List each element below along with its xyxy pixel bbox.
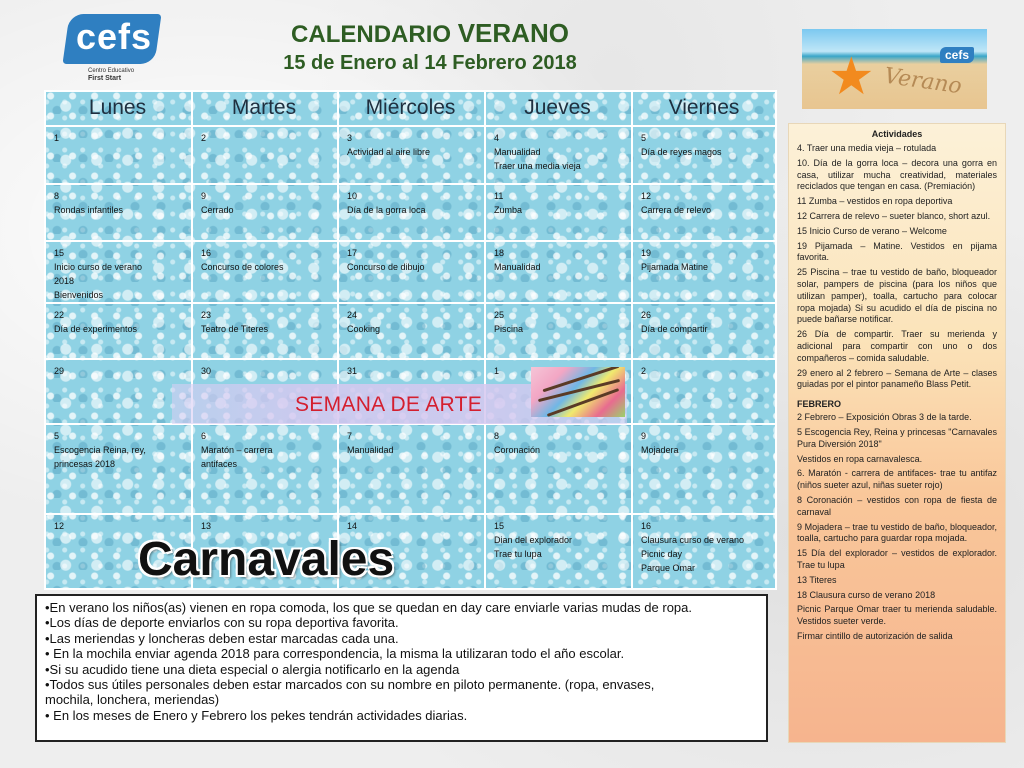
day-number: 5 (641, 133, 647, 143)
day-header: Martes (231, 96, 297, 119)
day-number: 9 (201, 191, 207, 201)
day-number: 13 (201, 521, 212, 531)
day-number: 22 (54, 310, 65, 320)
day-activity: Concurso de dibujo (347, 262, 425, 272)
note-line: • En la mochila enviar agenda 2018 para correspondencia, la misma la utilizaran todo el año escolar. (45, 646, 625, 662)
day-activity: Día de experimentos (54, 324, 138, 334)
day-number: 29 (54, 366, 65, 376)
day-number: 17 (347, 248, 358, 258)
day-number: 9 (641, 431, 647, 441)
day-activity: Bienvenidos (54, 290, 104, 300)
paintbrush-palette-image (531, 367, 625, 417)
day-activity: princesas 2018 (54, 459, 116, 469)
activity-item: 15 Día del explorador – vestidos de explorador. Trae tu lupa (797, 548, 997, 570)
note-line: •Todos sus útiles personales deben estar marcados con su nombre en piloto permanente. (ropa, envases, (45, 677, 655, 693)
day-activity: Manualidad (494, 147, 541, 157)
day-activity: Pijamada Matine (641, 262, 709, 272)
calendar-day-cell (54, 246, 187, 302)
day-number: 4 (494, 133, 500, 143)
day-number: 8 (494, 431, 500, 441)
day-header: Lunes (88, 96, 147, 119)
calendar-day-cell (201, 246, 333, 274)
day-number: 31 (347, 366, 358, 376)
calendar-grid (44, 90, 777, 590)
grid-line-horizontal (44, 588, 777, 590)
activity-item: 12 Carrera de relevo – sueter blanco, short azul. (797, 210, 991, 221)
day-number: 19 (641, 248, 652, 258)
activity-item: 6. Maratón - carrera de antifaces- trae tu antifaz (niños sueter azul, niñas sueter rojo) (797, 468, 997, 491)
day-number: 30 (201, 366, 212, 376)
grid-line-vertical (191, 90, 193, 590)
day-activity: Mojadera (641, 445, 679, 455)
enero-activities (797, 143, 997, 391)
day-activity: Dian del explorador (494, 535, 573, 545)
day-number: 6 (201, 431, 207, 441)
grid-line-vertical (631, 90, 633, 590)
notes-box (35, 594, 768, 742)
grid-line-horizontal (44, 302, 777, 304)
day-number: 23 (201, 310, 212, 320)
day-number: 12 (54, 521, 65, 531)
note-line: mochila, lonchera, meriendas) (45, 692, 220, 708)
day-number: 16 (201, 248, 212, 258)
febrero-activities (797, 412, 997, 643)
activity-item: 25 Piscina – trae tu vestido de baño, bloqueador solar, pampers de piscina (para los niños que utilizan pamper), toalla, cartucho para colocar ropa mojada) Si su acudido el día de piscina no puede bañarse notificar. (797, 267, 997, 325)
day-number: 25 (494, 310, 505, 320)
day-activity: Maratón – carrera (201, 445, 273, 455)
day-activity: Día de reyes magos (641, 147, 722, 157)
logo-subtitle: Centro Educativo (88, 68, 135, 74)
calendar-day-cell (641, 131, 773, 159)
day-number: 5 (54, 431, 60, 441)
day-activity: Teatro de Titeres (201, 324, 269, 334)
day-activity: Picnic day (641, 549, 683, 559)
grid-line-vertical (484, 90, 486, 590)
calendar-day-cell (347, 189, 480, 217)
activity-item: Firmar cintillo de autorización de salida (797, 630, 953, 641)
day-number: 14 (347, 521, 358, 531)
beach-image (802, 29, 987, 109)
day-number: 10 (347, 191, 358, 201)
day-activity: Parque Omar (641, 563, 696, 573)
calendar-dates: 15 de Enero al 14 Febrero 2018 (283, 52, 577, 74)
day-activity: Clausura curso de verano (641, 535, 745, 545)
beach-logo: cefs (940, 47, 974, 63)
calendar-day-cell (201, 429, 333, 471)
day-activity: Coronación (494, 445, 541, 455)
activity-item: 4. Traer una media vieja – rotulada (797, 143, 937, 153)
day-activity: antifaces (201, 459, 238, 469)
day-activity: Trae tu lupa (494, 549, 542, 559)
calendar-day-cell (494, 429, 627, 457)
grid-line-horizontal (44, 513, 777, 515)
activity-item: Picnic Parque Omar traer tu merienda saludable. Vestidos sueter verde. (797, 604, 997, 627)
grid-line-horizontal (44, 358, 777, 360)
note-line: •En verano los niños(as) vienen en ropa comoda, los que se quedan en day care enviarle varias mudas de ropa. (45, 600, 692, 615)
calendar-day-cell (201, 519, 333, 533)
day-number: 11 (494, 191, 504, 201)
activity-item: 11 Zumba – vestidos en ropa deportiva (797, 196, 953, 207)
day-header: Miércoles (365, 96, 456, 119)
day-number: 24 (347, 310, 358, 320)
day-activity: Rondas infantiles (54, 205, 124, 215)
grid-line-vertical (775, 90, 777, 590)
calendar-day-cell (201, 131, 333, 145)
day-activity: Día de compartir (641, 324, 708, 334)
calendar-day-cell (347, 364, 480, 378)
day-activity: Inicio curso de verano (54, 262, 143, 272)
sand-writing: Verano (882, 63, 964, 100)
logo-mark-text: cefs (75, 16, 153, 57)
note-line: •Si su acudido tiene una dieta especial o alergia notificarlo en la agenda (45, 661, 460, 677)
day-activity: Concurso de colores (201, 262, 284, 272)
activity-item: 18 Clausura curso de verano 2018 (797, 589, 936, 600)
note-line: •Las meriendas y loncheras deben estar marcadas cada una. (45, 630, 399, 646)
day-number: 16 (641, 521, 652, 531)
calendar-day-cell (494, 131, 627, 173)
day-header: Jueves (524, 96, 591, 119)
calendar-day-cell (201, 308, 333, 336)
activity-item: 9 Mojadera – trae tu vestido de baño, bloqueador, toalla, cartucho para guardar ropa mojada. (797, 521, 997, 544)
starfish-icon: ★ (828, 48, 875, 106)
day-number: 15 (494, 521, 505, 531)
activity-item: Vestidos en ropa carnavalesca. (797, 453, 923, 464)
day-number: 1 (54, 133, 60, 143)
grid-line-vertical (337, 90, 339, 590)
calendar-day-cell (641, 189, 773, 217)
day-activity: Cerrado (201, 205, 234, 215)
day-activity: Zumba (494, 205, 523, 215)
calendar-day-cell (347, 519, 480, 533)
day-activity: Manualidad (494, 262, 541, 272)
day-number: 7 (347, 431, 353, 441)
calendar-day-cell (347, 429, 480, 457)
calendar-title: CALENDARIO VERANO (291, 18, 569, 48)
calendar-day-cell (347, 308, 480, 336)
day-activity: Piscina (494, 324, 524, 334)
note-line: • En los meses de Enero y Febrero los pekes tendrán actividades diarias. (45, 707, 468, 723)
day-number: 15 (54, 248, 65, 258)
grid-line-horizontal (44, 240, 777, 242)
cefs-logo (66, 14, 158, 80)
febrero-heading: FEBRERO (797, 399, 842, 410)
activities-heading: Actividades (871, 129, 923, 139)
day-activity: Actividad al aire libre (347, 147, 431, 157)
calendar-day-cell (54, 519, 187, 533)
calendar-day-cell (494, 189, 627, 217)
calendar-day-cell (641, 308, 773, 336)
activity-item: 19 Pijamada – Matine. Vestidos en pijama favorita. (797, 240, 997, 263)
calendar-day-cell (641, 364, 773, 378)
day-activity: Escogencia Reina, rey, (54, 445, 146, 455)
activities-panel (788, 123, 1006, 743)
activity-item: 8 Coronación – vestidos con ropa de fiesta de carnaval (797, 494, 997, 517)
day-header: Viernes (668, 96, 740, 119)
calendar-day-cell (54, 189, 187, 217)
calendar-day-cell (494, 308, 627, 336)
calendar-day-cell (641, 519, 773, 575)
activity-item: 15 Inicio Curso de verano – Welcome (797, 225, 947, 236)
day-number: 1 (494, 366, 500, 376)
calendar-day-cell (54, 308, 187, 336)
calendar-day-cell (494, 246, 627, 274)
calendar-day-cell (347, 246, 480, 274)
calendar-day-cell (201, 364, 333, 378)
grid-line-horizontal (44, 125, 777, 127)
calendar-day-cell (641, 429, 773, 457)
day-number: 8 (54, 191, 60, 201)
activity-item: 29 enero al 2 febrero – Semana de Arte – clases guiadas por el pintor panameño Blass Petit. (797, 367, 997, 390)
day-activity: Manualidad (347, 445, 394, 455)
day-activity: Traer una media vieja (494, 161, 581, 171)
activity-item: 10. Día de la gorra loca – decora una gorra en casa, utilizar mucha creatividad, materiales reciclados que tengan en casa. (Premiación) (797, 157, 997, 192)
logo-school-name: First Start (88, 75, 122, 82)
calendar-day-cell (347, 131, 480, 159)
activity-item: 5 Escogencia Rey, Reina y princesas "Carnavales Pura Diversión 2018" (797, 426, 997, 449)
semana-arte-label: SEMANA DE ARTE (295, 393, 483, 416)
calendar-day-cell (494, 519, 627, 561)
activity-item: 26 Día de compartir. Traer su merienda y adicional para compartir con uno o dos compañeros – comida saludable. (797, 329, 997, 363)
calendar-day-cell (54, 131, 187, 145)
grid-line-horizontal (44, 183, 777, 185)
calendar-day-cell (54, 364, 187, 378)
day-number: 12 (641, 191, 652, 201)
carnavales-heading: Carnavales (138, 533, 395, 586)
calendar-day-cell (54, 429, 187, 471)
day-number: 26 (641, 310, 652, 320)
day-number: 2 (641, 366, 647, 376)
calendar-day-cell (641, 246, 773, 274)
grid-line-vertical (44, 90, 46, 590)
note-line: •Los días de deporte enviarlos con su ropa deportiva favorita. (45, 615, 399, 631)
day-number: 18 (494, 248, 505, 258)
day-activity: 2018 (54, 276, 75, 286)
day-number: 3 (347, 133, 353, 143)
activity-item: 13 Titeres (797, 574, 837, 585)
day-activity: Carrera de relevo (641, 205, 712, 215)
activity-item: 2 Febrero – Exposición Obras 3 de la tarde. (797, 412, 972, 423)
day-activity: Cooking (347, 324, 381, 334)
calendar-day-cell (201, 189, 333, 217)
day-number: 2 (201, 133, 207, 143)
day-activity: Día de la gorra loca (347, 205, 426, 215)
